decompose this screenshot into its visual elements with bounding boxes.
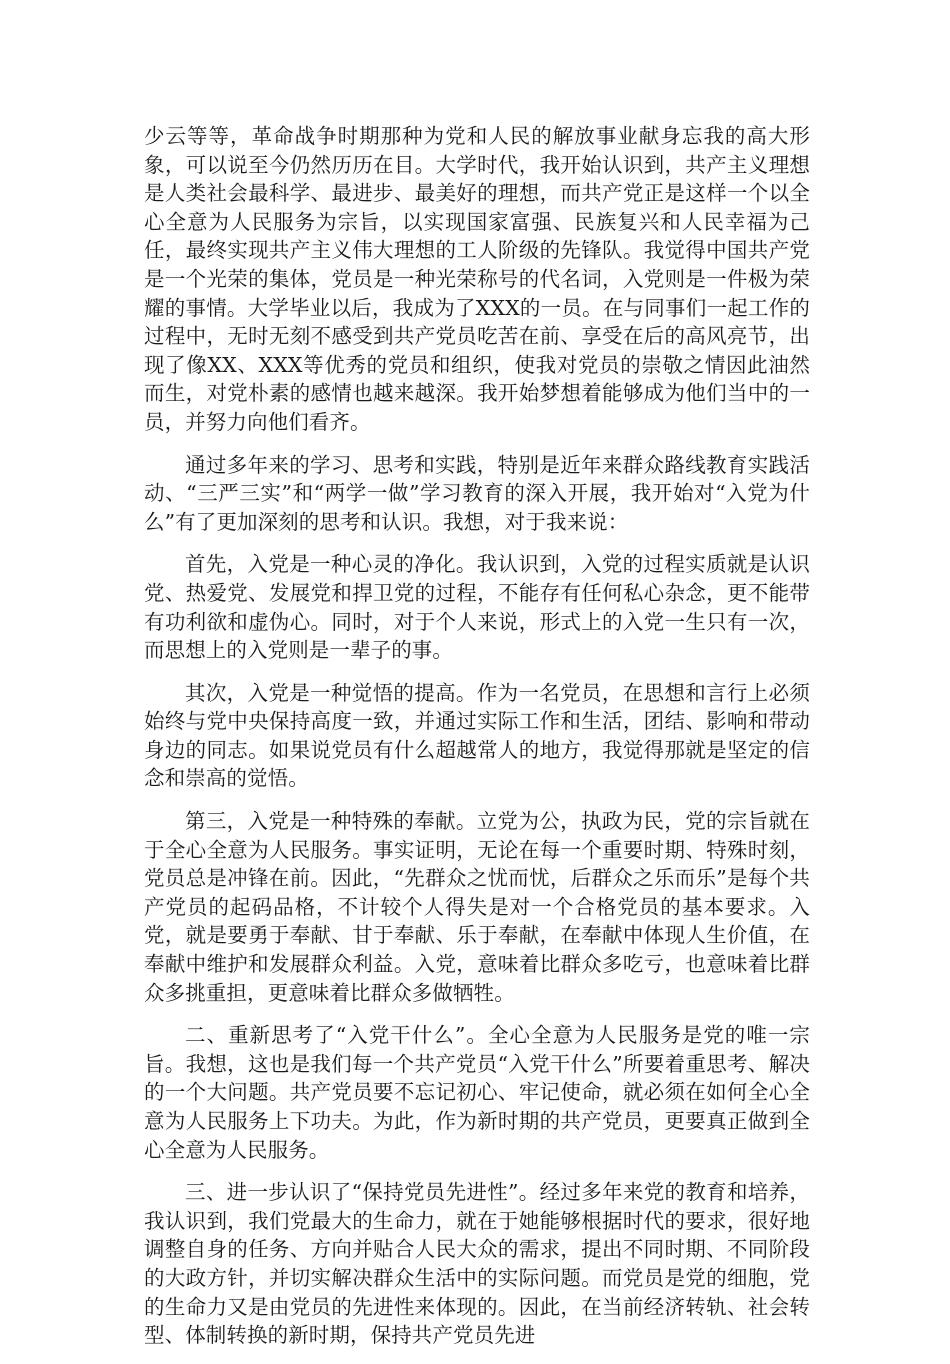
- document-body: [144, 122, 810, 1364]
- paragraph-continued: 少云等等，革命战争时期那种为党和人民的解放事业献身忘我的高大形象，可以说至今仍然历历在目。大学时代，我开始认识到，共产主义理想是人类社会最科学、最进步、最美好的理想，而共产党正是这样一个以全心全意为人民服务为宗旨，以实现国家富强、民族复兴和人民幸福为己任，最终实现共产主义伟大理想的工人阶级的先锋队。我觉得中国共产党是一个光荣的集体，党员是一种光荣称号的代名词，入党则是一件极为荣耀的事情。大学毕业以后，我成为了XXX的一员。在与同事们一起工作的过程中，无时无刻不感受到共产党员吃苦在前、享受在后的高风亮节，出现了像XX、XXX等优秀的党员和组织，使我对党员的崇敬之情因此油然而生，对党朴素的感情也越来越深。我开始梦想着能够成为他们当中的一员，并努力向他们看齐。: [144, 124, 810, 434]
- paragraph: 其次，入党是一种觉悟的提高。作为一名党员，在思想和言行上必须始终与党中央保持高度一致，并通过实际工作和生活，团结、影响和带动身边的同志。如果说党员有什么超越常人的地方，我觉得那就是坚定的信念和崇高的觉悟。: [144, 680, 810, 791]
- paragraph: 通过多年来的学习、思考和实践，特别是近年来群众路线教育实践活动、“三严三实”和“两学一做”学习教育的深入开展，我开始对“入党为什么”有了更加深刻的思考和认识。我想，对于我来说：: [144, 452, 810, 534]
- paragraph: 三、进一步认识了“保持党员先进性”。经过多年来党的教育和培养，我认识到，我们党最大的生命力，就在于她能够根据时代的要求，很好地调整自身的任务、方向并贴合人民大众的需求，提出不同时期、不同阶段的大政方针，并切实解决群众生活中的实际问题。而党员是党的细胞，党的生命力又是由党员的先进性来体现的。因此，在当前经济转轨、社会转型、体制转换的新时期，保持共产党员先进: [144, 1180, 810, 1348]
- paragraph: 首先，入党是一种心灵的净化。我认识到，入党的过程实质就是认识党、热爱党、发展党和捍卫党的过程，不能存有任何私心杂念，更不能带有功利欲和虚伪心。同时，对于个人来说，形式上的入党一生只有一次，而思想上的入党则是一辈子的事。: [144, 552, 810, 663]
- paragraph: 二、重新思考了“入党干什么”。全心全意为人民服务是党的唯一宗旨。我想，这也是我们每一个共产党员“入党干什么”所要着重思考、解决的一个大问题。共产党员要不忘记初心、牢记使命，就必须在如何全心全意为人民服务上下功夫。为此，作为新时期的共产党员，更要真正做到全心全意为人民服务。: [144, 1023, 810, 1162]
- paragraph: 第三，入党是一种特殊的奉献。立党为公，执政为民，党的宗旨就在于全心全意为人民服务。事实证明，无论在每一个重要时期、特殊时刻，党员总是冲锋在前。因此，“先群众之忧而忧，后群众之乐而乐”是每个共产党员的起码品格，不计较个人得失是对一个合格党员的基本要求。入党，就是要勇于奉献、甘于奉献、乐于奉献，在奉献中体现人生价值，在奉献中维护和发展群众利益。入党，意味着比群众多吃亏，也意味着比群众多挑重担，更意味着比群众多做牺牲。: [144, 809, 810, 1005]
